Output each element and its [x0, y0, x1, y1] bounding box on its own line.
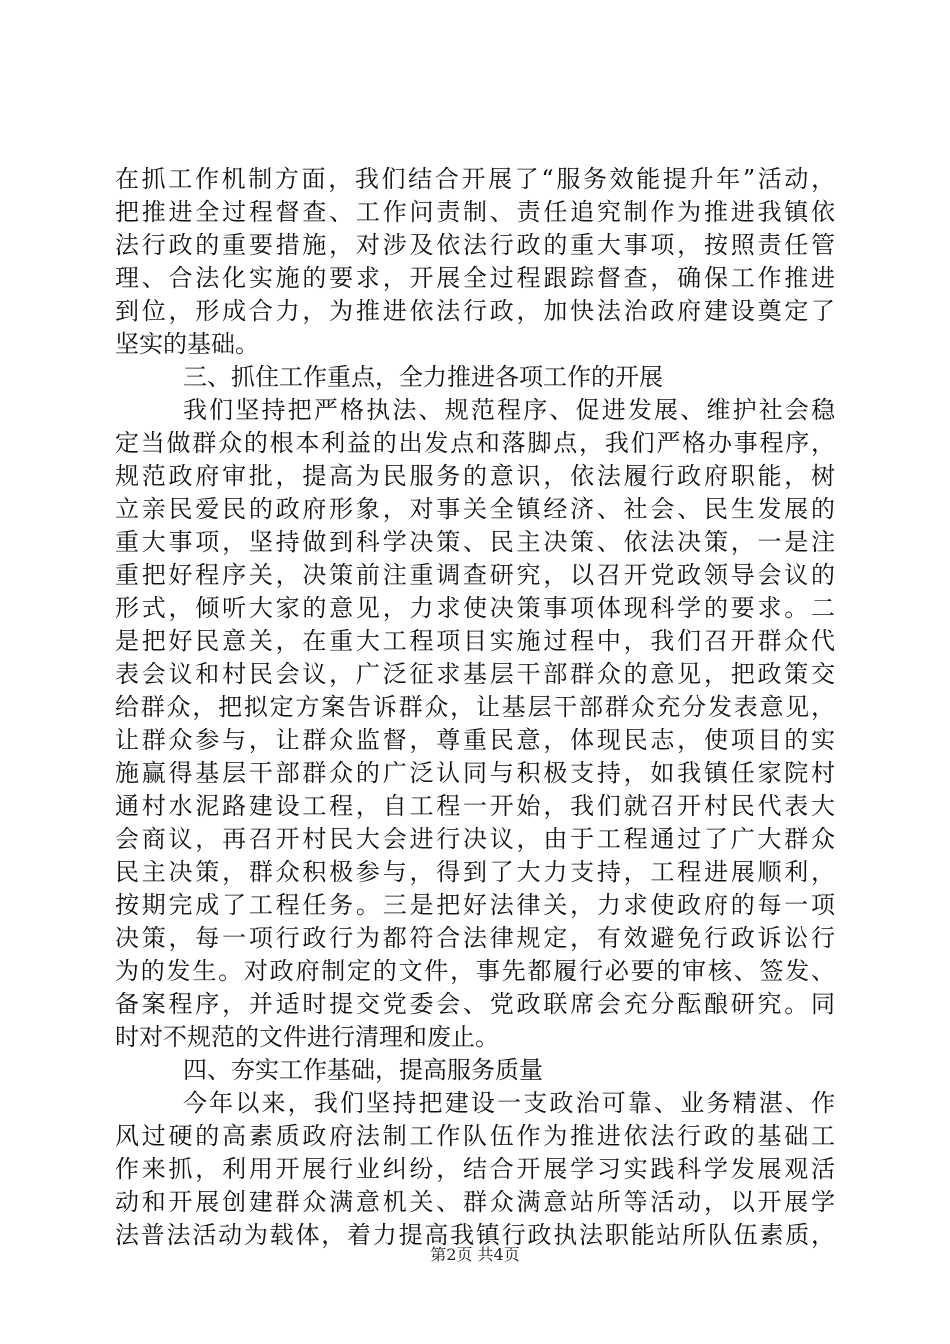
page-number-footer: 第2页 共4页 [430, 1245, 520, 1264]
text-line: 定当做群众的根本利益的出发点和落脚点，我们严格办事程序， [115, 429, 837, 457]
text-line: 施赢得基层干部群众的广泛认同与积极支持，如我镇任家院村 [115, 759, 838, 787]
text-line: 会商议，再召开村民大会进行决议，由于工程通过了广大群众 [115, 825, 838, 853]
paragraph-start: 今年以来，我们坚持把建设一支政治可靠、业务精湛、作 [183, 1089, 838, 1117]
text-line: 在抓工作机制方面，我们结合开展了“服务效能提升年”活动， [115, 165, 838, 193]
text-line: 备案程序，并适时提交党委会、党政联席会充分酝酿研究。同 [115, 990, 838, 1018]
text-line: 到位，形成合力，为推进依法行政，加快法治政府建设奠定了 [115, 297, 838, 325]
text-line: 时对不规范的文件进行清理和废止。 [115, 1023, 499, 1051]
text-line: 法普法活动为载体，着力提高我镇行政执法职能站所队伍素质， [115, 1221, 837, 1249]
text-line: 形式，倾听大家的意见，力求使决策事项体现科学的要求。二 [115, 594, 838, 622]
text-line: 坚实的基础。 [115, 330, 259, 358]
section-heading-3: 三、抓住工作重点，全力推进各项工作的开展 [183, 363, 663, 391]
paragraph-start: 我们坚持把严格执法、规范程序、促进发展、维护社会稳 [183, 396, 838, 424]
text-line: 是把好民意关，在重大工程项目实施过程中，我们召开群众代 [115, 627, 838, 655]
text-line: 重把好程序关，决策前注重调查研究，以召开党政领导会议的 [115, 561, 838, 589]
text-line: 把推进全过程督查、工作问责制、责任追究制作为推进我镇依 [115, 198, 838, 226]
text-line: 作来抓，利用开展行业纠纷，结合开展学习实践科学发展观活 [115, 1155, 838, 1183]
text-line: 理、合法化实施的要求，开展全过程跟踪督查，确保工作推进 [115, 264, 838, 292]
text-line: 通村水泥路建设工程，自工程一开始，我们就召开村民代表大 [115, 792, 838, 820]
text-line: 给群众，把拟定方案告诉群众，让基层干部群众充分发表意见， [115, 693, 837, 721]
section-heading-4: 四、夯实工作基础，提高服务质量 [183, 1056, 543, 1084]
text-line: 表会议和村民会议，广泛征求基层干部群众的意见，把政策交 [115, 660, 838, 688]
text-line: 为的发生。对政府制定的文件，事先都履行必要的审核、签发、 [115, 957, 837, 985]
text-line: 按期完成了工程任务。三是把好法律关，力求使政府的每一项 [115, 891, 838, 919]
text-line: 动和开展创建群众满意机关、群众满意站所等活动，以开展学 [115, 1188, 838, 1216]
text-line: 规范政府审批，提高为民服务的意识，依法履行政府职能，树 [115, 462, 838, 490]
body-text [115, 163, 838, 1252]
text-line: 民主决策，群众积极参与，得到了大力支持，工程进展顺利， [115, 858, 838, 886]
text-line: 让群众参与，让群众监督，尊重民意，体现民志，使项目的实 [115, 726, 838, 754]
text-line: 决策，每一项行政行为都符合法律规定，有效避免行政诉讼行 [115, 924, 838, 952]
text-line: 法行政的重要措施，对涉及依法行政的重大事项，按照责任管 [115, 231, 838, 259]
text-line: 重大事项，坚持做到科学决策、民主决策、依法决策，一是注 [115, 528, 838, 556]
text-line: 风过硬的高素质政府法制工作队伍作为推进依法行政的基础工 [115, 1122, 838, 1150]
text-line: 立亲民爱民的政府形象，对事关全镇经济、社会、民生发展的 [115, 495, 838, 523]
